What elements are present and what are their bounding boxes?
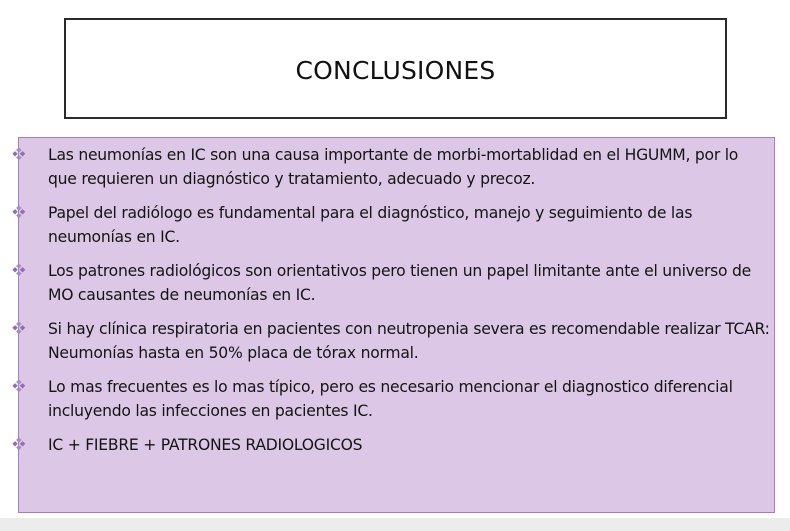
bullet-text: Los patrones radiológicos son orientativos pero tienen un papel limitante ante el universo de MO causantes de neumonías en IC. <box>48 262 752 304</box>
conclusions-content-box <box>18 137 775 513</box>
diamond-bullet-icon <box>12 321 27 336</box>
bullet-text: Si hay clínica respiratoria en pacientes con neutropenia severa es recomendable realizar TCAR: Neumonías hasta en 50% placa de tórax normal. <box>48 320 770 362</box>
slide-title: CONCLUSIONES <box>295 56 496 85</box>
diamond-bullet-icon <box>12 379 27 394</box>
diamond-bullet-icon <box>12 147 27 162</box>
diamond-bullet-icon <box>12 205 27 220</box>
diamond-bullet-icon <box>12 437 27 452</box>
bullet-text: Las neumonías en IC son una causa importante de morbi-mortablidad en el HGUMM, por lo que requieren un diagnóstico y tratamiento, adecuado y precoz. <box>48 146 739 188</box>
diamond-bullet-icon <box>12 263 27 278</box>
title-box <box>64 18 727 119</box>
bullet-text: Lo mas frecuentes es lo mas típico, pero es necesario mencionar el diagnostico diferencial incluyendo las infecciones en pacientes IC. <box>48 378 733 420</box>
bullet-text: IC + FIEBRE + PATRONES RADIOLOGICOS <box>48 436 363 454</box>
slide-bottom-strip <box>0 518 790 531</box>
bullet-text: Papel del radiólogo es fundamental para el diagnóstico, manejo y seguimiento de las neumonías en IC. <box>48 204 693 246</box>
